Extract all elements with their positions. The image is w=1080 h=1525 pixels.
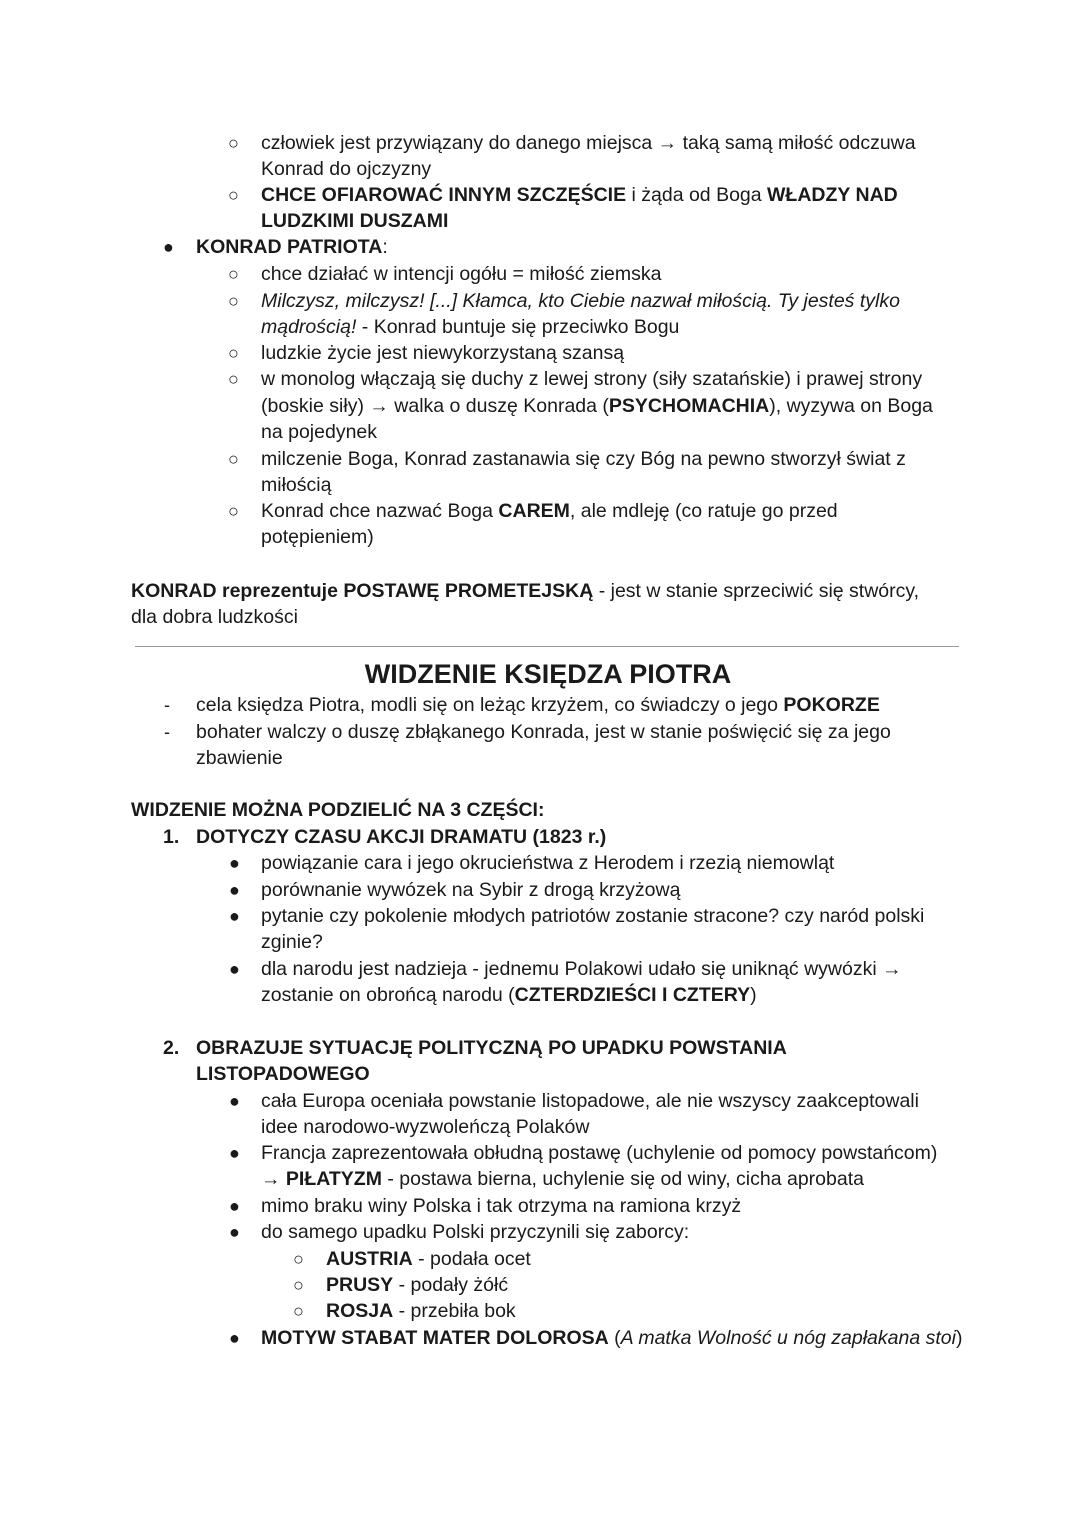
text-line: zbawienie bbox=[196, 747, 283, 769]
text-line: miłością bbox=[261, 474, 332, 496]
summary-text: dla dobra ludzkości bbox=[131, 606, 298, 628]
text-line: zginie? bbox=[261, 931, 323, 953]
filled-bullet-icon: ● bbox=[229, 1222, 240, 1242]
list-number: 2. bbox=[163, 1037, 180, 1059]
text-line: mimo braku winy Polska i tak otrzyma na ramiona krzyż bbox=[261, 1195, 742, 1217]
filled-bullet-icon: ● bbox=[229, 1091, 240, 1111]
filled-bullet-icon: ● bbox=[229, 1328, 240, 1348]
hollow-bullet-icon: ○ bbox=[228, 343, 239, 363]
section-title: WIDZENIE KSIĘDZA PIOTRA bbox=[364, 659, 732, 689]
text-line: na pojedynek bbox=[261, 421, 378, 443]
text-line: milczenie Boga, Konrad zastanawia się czy Bóg na pewno stworzył świat z bbox=[261, 448, 906, 470]
text-line: mądrością! - Konrad buntuje się przeciwko Bogu bbox=[261, 316, 680, 338]
filled-bullet-icon: ● bbox=[229, 1143, 240, 1163]
filled-bullet-icon: ● bbox=[229, 906, 240, 926]
filled-bullet-icon: ● bbox=[229, 853, 240, 873]
text-line: (boskie siły) → walka o duszę Konrada (PSYCHOMACHIA), wyzywa on Boga bbox=[261, 395, 933, 417]
text-line: MOTYW STABAT MATER DOLOROSA (A matka Wolność u nóg zapłakana stoi) bbox=[261, 1327, 963, 1349]
text-line: LUDZKIMI DUSZAMI bbox=[261, 210, 449, 232]
text-line: Konrad chce nazwać Boga CAREM, ale mdleję (co ratuje go przed bbox=[261, 500, 838, 522]
text-line: powiązanie cara i jego okrucieństwa z Herodem i rzezią niemowląt bbox=[261, 852, 835, 874]
part-title: DOTYCZY CZASU AKCJI DRAMATU (1823 r.) bbox=[196, 826, 607, 848]
dash-marker-icon: - bbox=[164, 722, 170, 742]
text-line: w monolog włączają się duchy z lewej strony (siły szatańskie) i prawej strony bbox=[261, 368, 923, 390]
hollow-bullet-icon: ○ bbox=[228, 264, 239, 284]
text-line: potępieniem) bbox=[261, 526, 374, 548]
part-title: OBRAZUJE SYTUACJĘ POLITYCZNĄ PO UPADKU POWSTANIA bbox=[196, 1037, 787, 1059]
part-title: LISTOPADOWEGO bbox=[196, 1063, 370, 1085]
text-line: zostanie on obrońcą narodu (CZTERDZIEŚCI I CZTERY) bbox=[261, 984, 757, 1006]
summary-text: KONRAD reprezentuje POSTAWĘ PROMETEJSKĄ - jest w stanie sprzeciwić się stwórcy, bbox=[131, 580, 920, 602]
filled-bullet-icon: ● bbox=[163, 237, 174, 257]
text-line: do samego upadku Polski przyczynili się zaborcy: bbox=[261, 1221, 690, 1243]
parts-heading: WIDZENIE MOŻNA PODZIELIĆ NA 3 CZĘŚCI: bbox=[131, 799, 545, 821]
text-line: Milczysz, milczysz! [...] Kłamca, kto Ciebie nazwał miłością. Ty jesteś tylko bbox=[261, 290, 900, 312]
hollow-bullet-icon: ○ bbox=[228, 291, 239, 311]
text-line: → PIŁATYZM - postawa bierna, uchylenie się od winy, cicha aprobata bbox=[261, 1168, 864, 1190]
text-line: idee narodowo-wyzwoleńczą Polaków bbox=[261, 1116, 590, 1138]
text-line: chce działać w intencji ogółu = miłość ziemska bbox=[261, 263, 662, 285]
hollow-bullet-icon: ○ bbox=[228, 185, 239, 205]
hollow-bullet-icon: ○ bbox=[228, 133, 239, 153]
text-line: cała Europa oceniała powstanie listopadowe, ale nie wszyscy zaakceptowali bbox=[261, 1090, 919, 1112]
text-line: bohater walczy o duszę zbłąkanego Konrada, jest w stanie poświęcić się za jego bbox=[196, 721, 891, 743]
filled-bullet-icon: ● bbox=[229, 959, 240, 979]
text-line: pytanie czy pokolenie młodych patriotów zostanie stracone? czy naród polski bbox=[261, 905, 925, 927]
hollow-bullet-icon: ○ bbox=[228, 449, 239, 469]
hollow-bullet-icon: ○ bbox=[228, 369, 239, 389]
hollow-bullet-icon: ○ bbox=[293, 1301, 304, 1321]
list-heading: KONRAD PATRIOTA: bbox=[196, 236, 388, 258]
text-line: Konrad do ojczyzny bbox=[261, 158, 432, 180]
text-line: CHCE OFIAROWAĆ INNYM SZCZĘŚCIE i żąda od Boga WŁADZY NAD bbox=[261, 184, 898, 206]
filled-bullet-icon: ● bbox=[229, 1196, 240, 1216]
text-line: Francja zaprezentowała obłudną postawę (uchylenie od pomocy powstańcom) bbox=[261, 1142, 938, 1164]
filled-bullet-icon: ● bbox=[229, 880, 240, 900]
divider bbox=[135, 646, 959, 647]
text-line: ludzkie życie jest niewykorzystaną szansą bbox=[261, 342, 625, 364]
text-line: cela księdza Piotra, modli się on leżąc krzyżem, co świadczy o jego POKORZE bbox=[196, 694, 880, 716]
text-line: dla narodu jest nadzieja - jednemu Polakowi udało się uniknąć wywózki → bbox=[261, 958, 902, 980]
dash-marker-icon: - bbox=[164, 695, 170, 715]
hollow-bullet-icon: ○ bbox=[228, 501, 239, 521]
hollow-bullet-icon: ○ bbox=[293, 1249, 304, 1269]
text-line: AUSTRIA - podała ocet bbox=[326, 1248, 531, 1270]
text-line: porównanie wywózek na Sybir z drogą krzyżową bbox=[261, 879, 681, 901]
hollow-bullet-icon: ○ bbox=[293, 1275, 304, 1295]
text-line: ROSJA - przebiła bok bbox=[326, 1300, 516, 1322]
list-number: 1. bbox=[163, 826, 180, 848]
text-line: PRUSY - podały żółć bbox=[326, 1274, 509, 1296]
text-line: człowiek jest przywiązany do danego miejsca → taką samą miłość odczuwa bbox=[261, 132, 916, 154]
